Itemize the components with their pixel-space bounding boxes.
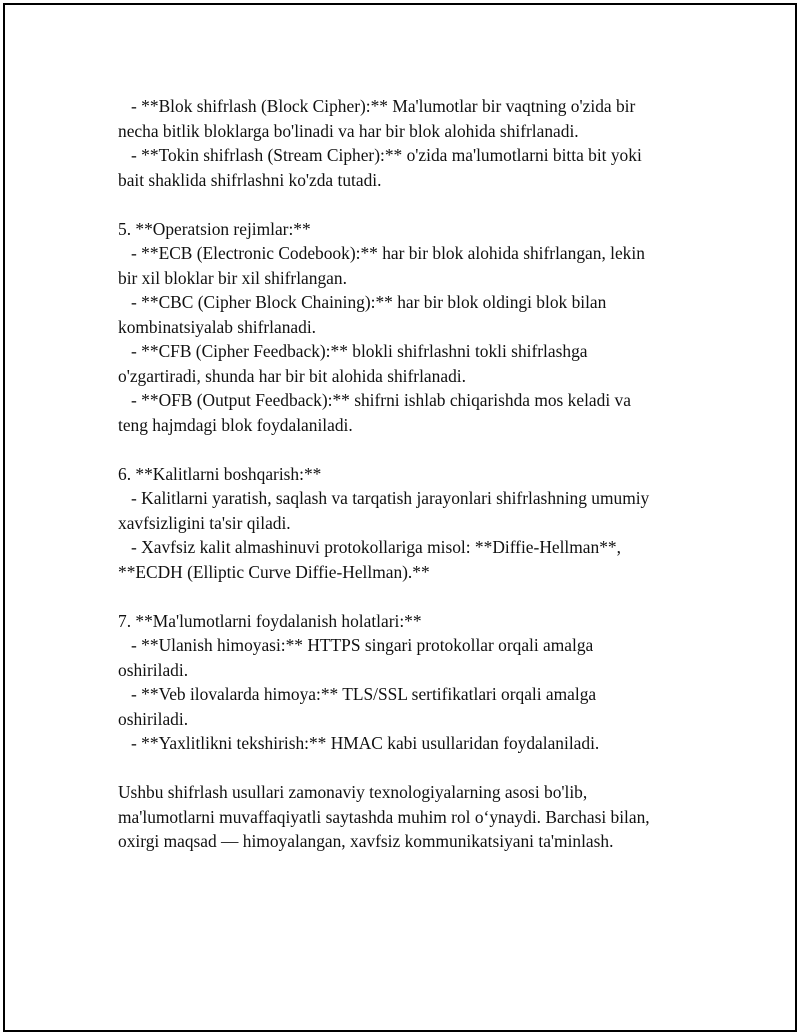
text-line: - **ECB (Electronic Codebook):** har bir blok alohida shifrlangan, lekin (118, 243, 645, 263)
paragraph-gap (118, 437, 698, 462)
text-line: xavfsizligini ta'sir qiladi. (118, 512, 291, 533)
text-line: necha bitlik bloklarga bo'linadi va har bir blok alohida shifrlanadi. (118, 120, 579, 141)
text-line: - **OFB (Output Feedback):** shifrni ishlab chiqarishda mos keladi va (118, 390, 631, 410)
paragraph-gap (118, 584, 698, 609)
conclusion-line: ma'lumotlarni muvaffaqiyatli saytashda muhim rol o‘ynaydi. Barchasi bilan, (118, 806, 650, 827)
text-line: bait shaklida shifrlashni ko'zda tutadi. (118, 169, 382, 190)
conclusion-line: oxirgi maqsad — himoyalangan, xavfsiz kommunikatsiyani ta'minlash. (118, 831, 614, 851)
section-heading-5: 5. **Operatsion rejimlar:** (118, 218, 311, 239)
text-line: - **Ulanish himoyasi:** HTTPS singari protokollar orqali amalga (118, 635, 594, 655)
text-line: - **Tokin shifrlash (Stream Cipher):** o'zida ma'lumotlarni bitta bit yoki (118, 145, 642, 165)
paragraph-gap (118, 756, 698, 781)
conclusion-line: Ushbu shifrlash usullari zamonaviy texnologiyalarning asosi bo'lib, (118, 782, 588, 802)
text-line: - **Veb ilovalarda himoya:** TLS/SSL sertifikatlari orqali amalga (118, 684, 597, 704)
text-line: bir xil bloklar bir xil shifrlangan. (118, 267, 347, 288)
text-line: - Xavfsiz kalit almashinuvi protokollariga misol: **Diffie-Hellman**, (118, 537, 621, 557)
paragraph-gap (118, 192, 698, 217)
text-line: - **Blok shifrlash (Block Cipher):** Ma'lumotlar bir vaqtning o'zida bir (118, 96, 636, 116)
text-line: teng hajmdagi blok foydalaniladi. (118, 414, 353, 435)
text-line: - **Yaxlitlikni tekshirish:** HMAC kabi usullaridan foydalaniladi. (118, 733, 600, 753)
text-line: - **CFB (Cipher Feedback):** blokli shifrlashni tokli shifrlashga (118, 341, 588, 361)
text-line: o'zgartiradi, shunda har bir bit alohida shifrlanadi. (118, 365, 466, 386)
text-line: - Kalitlarni yaratish, saqlash va tarqatish jarayonlari shifrlashning umumiy (118, 488, 650, 508)
section-heading-6: 6. **Kalitlarni boshqarish:** (118, 463, 322, 484)
document-body (118, 94, 698, 854)
section-heading-7: 7. **Ma'lumotlarni foydalanish holatlari:** (118, 610, 422, 631)
text-line: kombinatsiyalab shifrlanadi. (118, 316, 317, 337)
text-line: oshiriladi. (118, 659, 189, 680)
text-line: **ECDH (Elliptic Curve Diffie-Hellman).** (118, 561, 430, 582)
text-line: - **CBC (Cipher Block Chaining):** har bir blok oldingi blok bilan (118, 292, 607, 312)
text-line: oshiriladi. (118, 708, 189, 729)
